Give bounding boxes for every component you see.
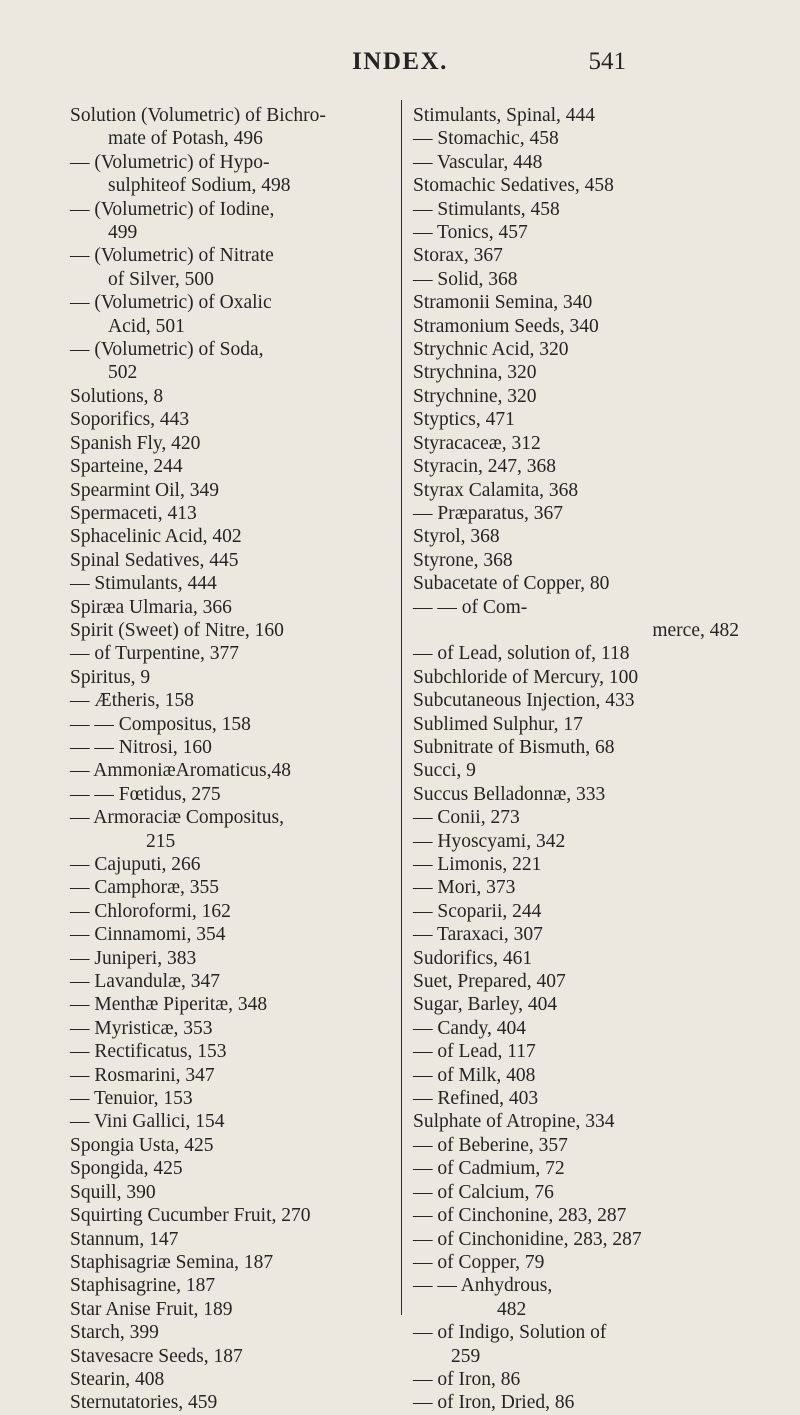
index-entry: — Stomachic, 458: [413, 128, 559, 150]
index-entry: — Cinnamomi, 354: [70, 924, 226, 946]
index-entry: — Vini Gallici, 154: [70, 1111, 225, 1133]
index-entry: — Ætheris, 158: [70, 690, 195, 712]
index-entry: merce, 482: [652, 619, 739, 641]
index-entry: — Præparatus, 367: [413, 502, 564, 524]
index-entry: Solutions, 8: [70, 385, 164, 407]
index-entry: — of Iron, 86: [413, 1368, 521, 1390]
index-entry: — of Iron, Dried, 86: [413, 1392, 575, 1414]
index-entry: Spiritus, 9: [70, 666, 151, 688]
index-entry: — (Volumetric) of Nitrate: [70, 245, 274, 267]
index-entry: Spermaceti, 413: [70, 502, 197, 524]
index-entry: — — Nitrosi, 160: [70, 736, 212, 758]
index-entry: Succi, 9: [413, 760, 476, 782]
index-entry: — Conii, 273: [413, 807, 520, 829]
index-entry: Storax, 367: [413, 245, 503, 267]
index-entry: Stramonii Semina, 340: [413, 292, 593, 314]
index-entry: 215: [146, 830, 176, 852]
index-entry: — Hyoscyami, 342: [413, 830, 566, 852]
index-entry: Spanish Fly, 420: [70, 432, 201, 454]
index-entry: Solution (Volumetric) of Bichro-: [70, 105, 326, 126]
index-entry: Strychnine, 320: [413, 385, 537, 407]
index-entry: — of Copper, 79: [413, 1251, 545, 1273]
index-entry: — of Indigo, Solution of: [413, 1322, 607, 1344]
index-entry: 482: [497, 1298, 527, 1320]
index-entry: Styptics, 471: [413, 409, 515, 431]
index-entry: — Scoparii, 244: [413, 900, 542, 922]
index-entry: Sugar, Barley, 404: [413, 994, 558, 1016]
index-entry: Stearin, 408: [70, 1368, 165, 1390]
index-entry: Spearmint Oil, 349: [70, 479, 219, 501]
index-entry: 499: [108, 222, 138, 244]
index-entry: mate of Potash, 496: [108, 128, 263, 150]
index-entry: — Limonis, 221: [413, 854, 542, 875]
page-header: [0, 0, 800, 100]
index-entry: — (Volumetric) of Oxalic: [70, 292, 272, 314]
index-entry: Subacetate of Copper, 80: [413, 573, 610, 595]
index-entry: — of Cadmium, 72: [413, 1158, 565, 1180]
index-entry: — of Cinchonidine, 283, 287: [413, 1228, 642, 1250]
index-entry: Squirting Cucumber Fruit, 270: [70, 1205, 311, 1227]
index-entry: Strychnina, 320: [413, 362, 537, 384]
index-entry: Sublimed Sulphur, 17: [413, 713, 583, 735]
index-entry: — Chloroformi, 162: [70, 900, 231, 922]
index-entry: — Cajuputi, 266: [70, 854, 201, 875]
index-entry: Soporifics, 443: [70, 409, 190, 431]
index-entry: — AmmoniæAromaticus,48: [70, 760, 291, 782]
index-entry: — of Lead, 117: [413, 1041, 536, 1063]
index-entry: — Rosmarini, 347: [70, 1064, 215, 1086]
index-entry: Subcutaneous Injection, 433: [413, 690, 635, 712]
index-entry: — of Milk, 408: [413, 1064, 536, 1086]
index-entry: — Tenuior, 153: [70, 1088, 193, 1110]
index-entry: sulphiteof Sodium, 498: [108, 175, 291, 197]
index-entry: — Stimulants, 444: [70, 573, 217, 595]
index-entry: — of Beberine, 357: [413, 1134, 568, 1156]
index-entry: 502: [108, 362, 138, 384]
index-entry: Spongia Usta, 425: [70, 1134, 214, 1156]
index-entry: — Lavandulæ, 347: [70, 971, 221, 993]
index-entry: Spinal Sedatives, 445: [70, 549, 239, 571]
index-entry: Styrone, 368: [413, 549, 513, 571]
index-entry: — — of Com-: [413, 596, 528, 618]
index-column-right: [413, 104, 743, 1415]
running-title: INDEX.: [352, 48, 448, 75]
index-entry: Stimulants, Spinal, 444: [413, 105, 596, 126]
index-entry: — Myristicæ, 353: [70, 1017, 213, 1039]
index-entry: — — Anhydrous,: [413, 1275, 553, 1297]
index-entry: Acid, 501: [108, 315, 185, 337]
index-entry: Styrax Calamita, 368: [413, 479, 579, 501]
index-entry: Staphisagriæ Semina, 187: [70, 1251, 274, 1273]
index-entry: Subchloride of Mercury, 100: [413, 666, 639, 688]
index-entry: Suet, Prepared, 407: [413, 971, 566, 993]
index-entry: — Taraxaci, 307: [413, 924, 543, 946]
index-entry: Stannum, 147: [70, 1228, 179, 1250]
index-entry: — of Lead, solution of, 118: [413, 643, 630, 665]
index-entry: Subnitrate of Bismuth, 68: [413, 736, 615, 758]
index-entry: — of Calcium, 76: [413, 1181, 554, 1203]
index-entry: Styrol, 368: [413, 526, 500, 548]
index-entry: Spongida, 425: [70, 1158, 183, 1180]
index-entry: Succus Belladonnæ, 333: [413, 783, 606, 805]
index-entry: Starch, 399: [70, 1322, 159, 1344]
index-entry: Styracaceæ, 312: [413, 432, 541, 454]
index-entry: — Solid, 368: [413, 268, 518, 290]
column-divider: [401, 100, 402, 1315]
index-entry: — (Volumetric) of Soda,: [70, 339, 264, 361]
index-entry: of Silver, 500: [108, 268, 214, 290]
index-entry: — Vascular, 448: [413, 151, 543, 173]
index-entry: Stramonium Seeds, 340: [413, 315, 599, 337]
index-entry: Spirit (Sweet) of Nitre, 160: [70, 619, 284, 641]
index-entry: Spiræa Ulmaria, 366: [70, 596, 232, 618]
index-entry: Strychnic Acid, 320: [413, 339, 569, 361]
index-entry: — Armoraciæ Compositus,: [70, 807, 284, 829]
index-entry: — Stimulants, 458: [413, 198, 560, 220]
index-entry: 259: [451, 1345, 481, 1367]
index-entry: Sphacelinic Acid, 402: [70, 526, 242, 548]
index-entry: Squill, 390: [70, 1181, 156, 1203]
index-entry: — Mori, 373: [413, 877, 516, 899]
index-entry: Staphisagrine, 187: [70, 1275, 216, 1297]
index-entry: — of Turpentine, 377: [70, 643, 240, 665]
index-entry: — of Cinchonine, 283, 287: [413, 1205, 627, 1227]
index-entry: Sternutatories, 459: [70, 1392, 218, 1414]
index-entry: Styracin, 247, 368: [413, 456, 556, 478]
index-entry: — Menthæ Piperitæ, 348: [70, 994, 268, 1016]
index-entry: — Candy, 404: [413, 1017, 527, 1039]
index-entry: — Camphoræ, 355: [70, 877, 219, 899]
index-entry: — — Compositus, 158: [70, 713, 251, 735]
page-number: 541: [588, 48, 626, 75]
index-entry: — (Volumetric) of Hypo-: [70, 151, 270, 173]
index-entry: — (Volumetric) of Iodine,: [70, 198, 275, 220]
index-entry: — — Fœtidus, 275: [70, 783, 221, 805]
index-entry: — Rectificatus, 153: [70, 1041, 227, 1063]
index-column-left: [70, 104, 400, 1415]
index-entry: Stavesacre Seeds, 187: [70, 1345, 243, 1367]
index-entry: — Juniperi, 383: [70, 947, 197, 969]
index-entry: — Tonics, 457: [413, 222, 528, 244]
index-entry: Star Anise Fruit, 189: [70, 1298, 233, 1320]
index-entry: Sudorifics, 461: [413, 947, 533, 969]
index-entry: Sparteine, 244: [70, 456, 183, 478]
index-entry: Sulphate of Atropine, 334: [413, 1111, 615, 1133]
index-entry: — Refined, 403: [413, 1088, 539, 1110]
index-entry: Stomachic Sedatives, 458: [413, 175, 614, 197]
